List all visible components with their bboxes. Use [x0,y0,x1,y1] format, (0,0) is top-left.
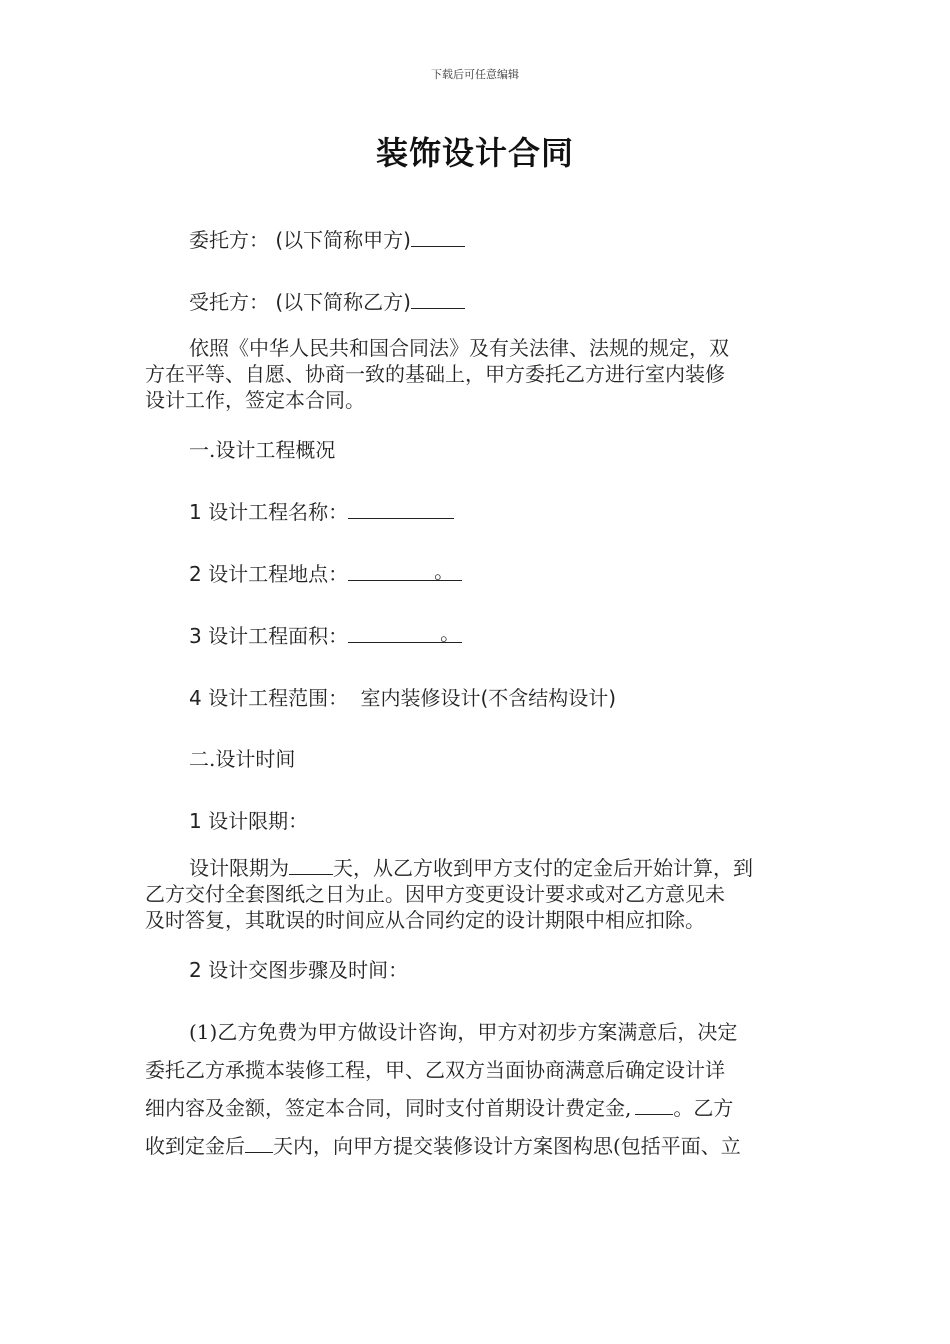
deadline-pre: 设计限期为 [189,856,289,880]
intro-line: 设计工作，签定本合同。 [145,388,365,412]
client-line [189,224,465,253]
step-1-line: (1)乙方免费为甲方做设计咨询，甲方对初步方案满意后，决定 [189,1020,738,1044]
deadline-line [145,855,805,881]
client-name-blank[interactable] [411,228,465,247]
client-desc: (以下简称甲方) [275,228,411,252]
contractor-line [189,286,465,315]
project-location-line [189,558,462,587]
step-1-paragraph [145,1013,805,1165]
step-1-line3-pre: 细内容及金额，签定本合同，同时支付首期设计费定金, [145,1096,632,1120]
step-1-line3-post: 。乙方 [673,1096,734,1120]
intro-line: 方在平等、自愿、协商一致的基础上，甲方委托乙方进行室内装修 [145,362,725,386]
project-name-blank[interactable] [348,500,454,519]
deadline-line: 乙方交付全套图纸之日为止。因甲方变更设计要求或对乙方意见未 [145,882,725,906]
step-1-line [145,1089,805,1127]
deadline-paragraph [145,855,805,933]
project-scope-label: 4 设计工程范围： [189,686,349,710]
proposal-days-blank[interactable] [245,1134,273,1153]
project-area-blank[interactable] [348,621,462,645]
project-area-label: 3 设计工程面积： [189,624,349,648]
section-2-heading: 二.设计时间 [189,747,296,771]
intro-line: 依照《中华人民共和国合同法》及有关法律、法规的规定，双 [189,336,729,360]
project-scope-value: 室内装修设计(不含结构设计) [360,686,617,710]
step-1-line [145,1127,805,1165]
deadline-days-blank[interactable] [289,856,333,875]
contractor-desc: (以下简称乙方) [275,290,411,314]
project-scope-line [189,682,616,711]
document-title: 装饰设计合同 [375,134,574,172]
project-area-line [189,620,462,649]
period-mark: 。 [434,559,455,583]
period-mark: 。 [440,621,461,645]
client-label: 委托方： [189,228,269,252]
project-location-label: 2 设计工程地点： [189,562,349,586]
contractor-name-blank[interactable] [411,290,465,309]
design-deadline-heading: 1 设计限期： [189,809,309,833]
header-note: 下载后可任意编辑 [431,68,519,81]
step-1-line4-post: 天内，向甲方提交装修设计方案图构思(包括平面、立 [273,1134,741,1158]
project-name-line [189,496,454,525]
deadline-post: 天，从乙方收到甲方支付的定金后开始计算，到 [333,856,753,880]
step-1-line4-pre: 收到定金后 [145,1134,245,1158]
section-1-heading: 一.设计工程概况 [189,438,336,462]
project-name-label: 1 设计工程名称： [189,500,349,524]
contractor-label: 受托方： [189,290,269,314]
project-location-blank[interactable] [348,559,462,583]
deposit-amount-blank[interactable] [635,1096,673,1115]
deadline-line: 及时答复，其耽误的时间应从合同约定的设计期限中相应扣除。 [145,908,705,932]
step-1-line: 委托乙方承揽本装修工程，甲、乙双方当面协商满意后确定设计详 [145,1058,725,1082]
drawing-steps-heading: 2 设计交图步骤及时间： [189,958,409,982]
intro-paragraph [145,335,805,413]
